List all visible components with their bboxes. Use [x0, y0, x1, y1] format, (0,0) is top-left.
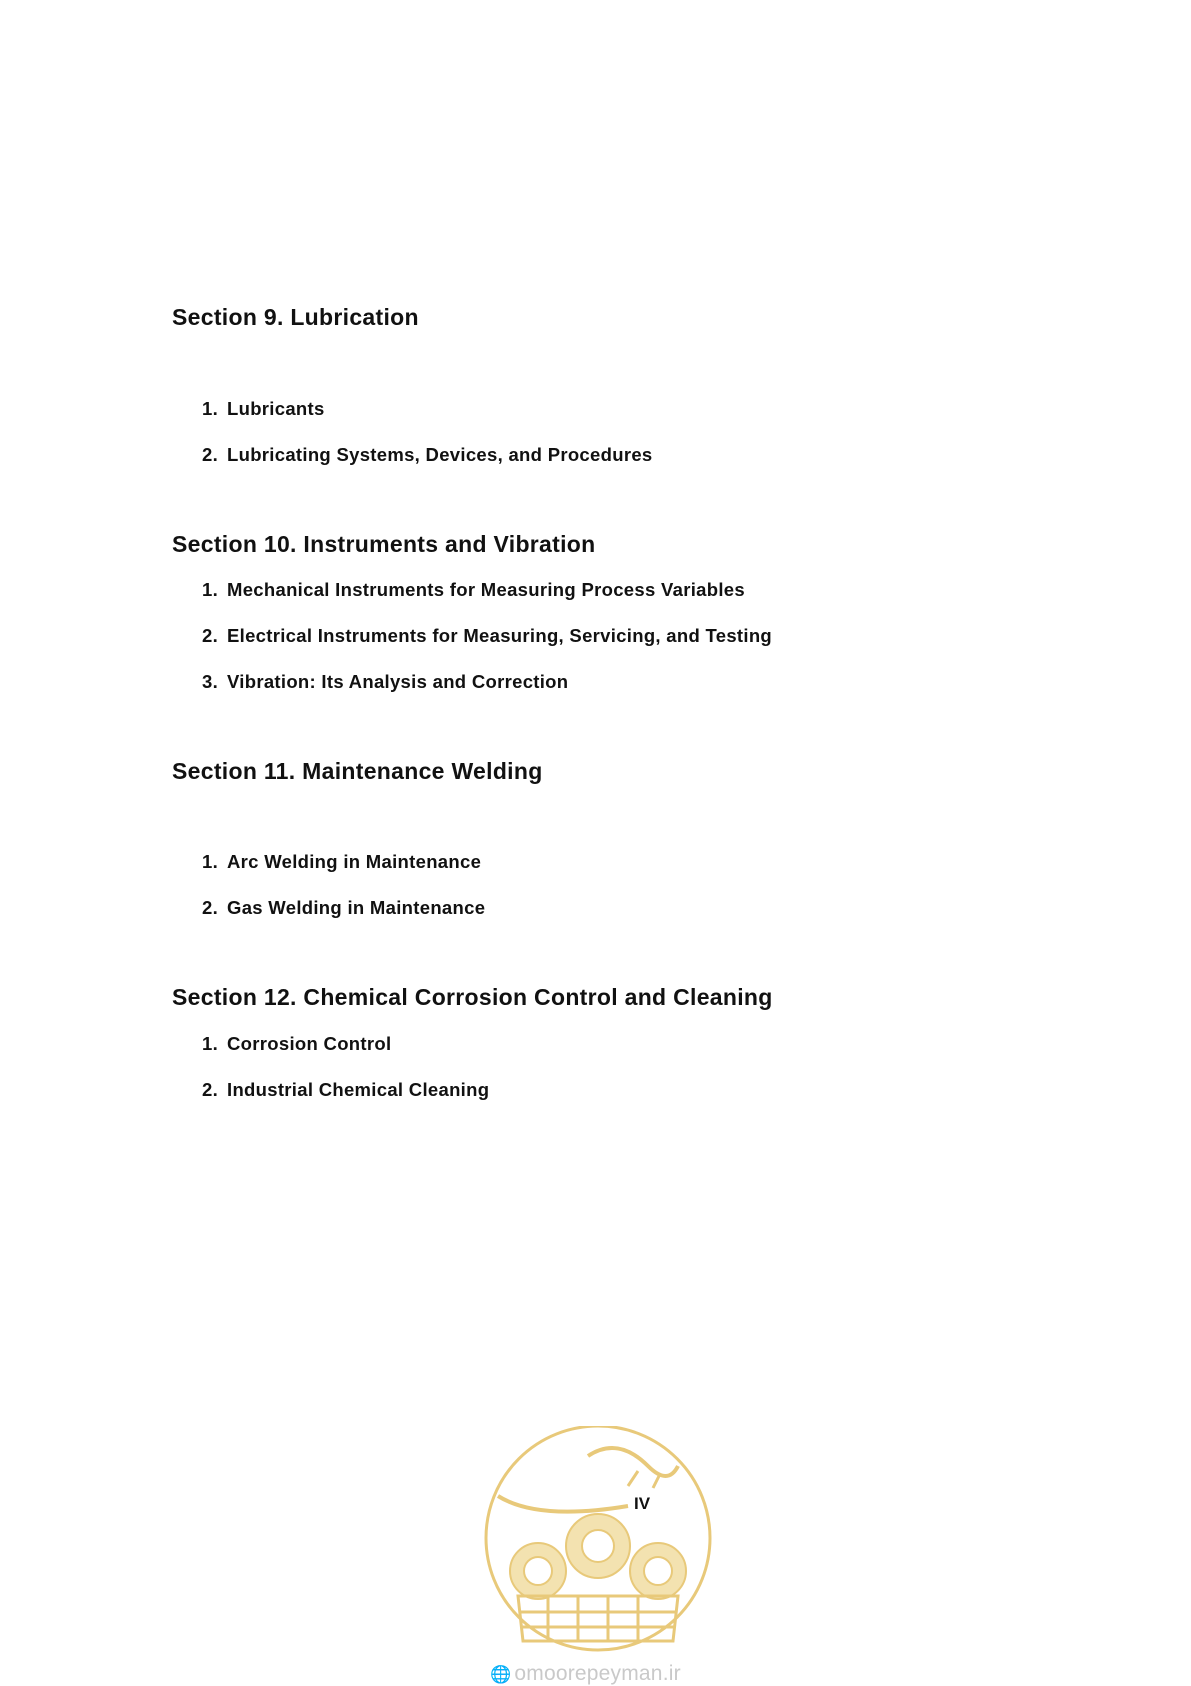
item-text: Mechanical Instruments for Measuring Process Variables	[227, 579, 745, 600]
item-text: Arc Welding in Maintenance	[227, 851, 482, 872]
page-number: IV	[634, 1494, 651, 1513]
section-12-heading: Section 12. Chemical Corrosion Control and Cleaning	[172, 984, 773, 1010]
item-number: 2.	[202, 1079, 219, 1100]
section-9-item-1	[202, 398, 325, 420]
section-11-item-1	[202, 851, 481, 873]
item-text: Corrosion Control	[227, 1033, 392, 1054]
item-text: Industrial Chemical Cleaning	[227, 1079, 490, 1100]
section-12-item-2	[202, 1079, 489, 1101]
item-number: 1.	[202, 1033, 219, 1054]
section-12-item-1	[202, 1033, 391, 1055]
section-10-item-2	[202, 625, 772, 647]
section-11-item-2	[202, 897, 485, 919]
section-9-heading: Section 9. Lubrication	[172, 304, 419, 330]
item-number: 2.	[202, 625, 219, 646]
item-text: Electrical Instruments for Measuring, Servicing, and Testing	[227, 625, 773, 646]
section-10-item-1	[202, 579, 745, 601]
section-10-item-3	[202, 671, 568, 693]
item-number: 3.	[202, 671, 219, 692]
item-number: 1.	[202, 398, 219, 419]
watermark-url	[490, 1662, 681, 1686]
item-number: 2.	[202, 444, 219, 465]
item-number: 1.	[202, 851, 219, 872]
globe-icon: 🌐	[490, 1665, 512, 1684]
section-10-heading: Section 10. Instruments and Vibration	[172, 531, 596, 557]
watermark-seal-icon	[478, 1426, 718, 1656]
section-11-heading: Section 11. Maintenance Welding	[172, 758, 543, 784]
item-text: Lubricants	[227, 398, 325, 419]
item-text: Lubricating Systems, Devices, and Procedures	[227, 444, 653, 465]
section-9-item-2	[202, 444, 653, 466]
item-text: Vibration: Its Analysis and Correction	[227, 671, 569, 692]
item-text: Gas Welding in Maintenance	[227, 897, 486, 918]
item-number: 1.	[202, 579, 219, 600]
item-number: 2.	[202, 897, 219, 918]
watermark-url-text: omoorepeyman.ir	[514, 1662, 681, 1685]
